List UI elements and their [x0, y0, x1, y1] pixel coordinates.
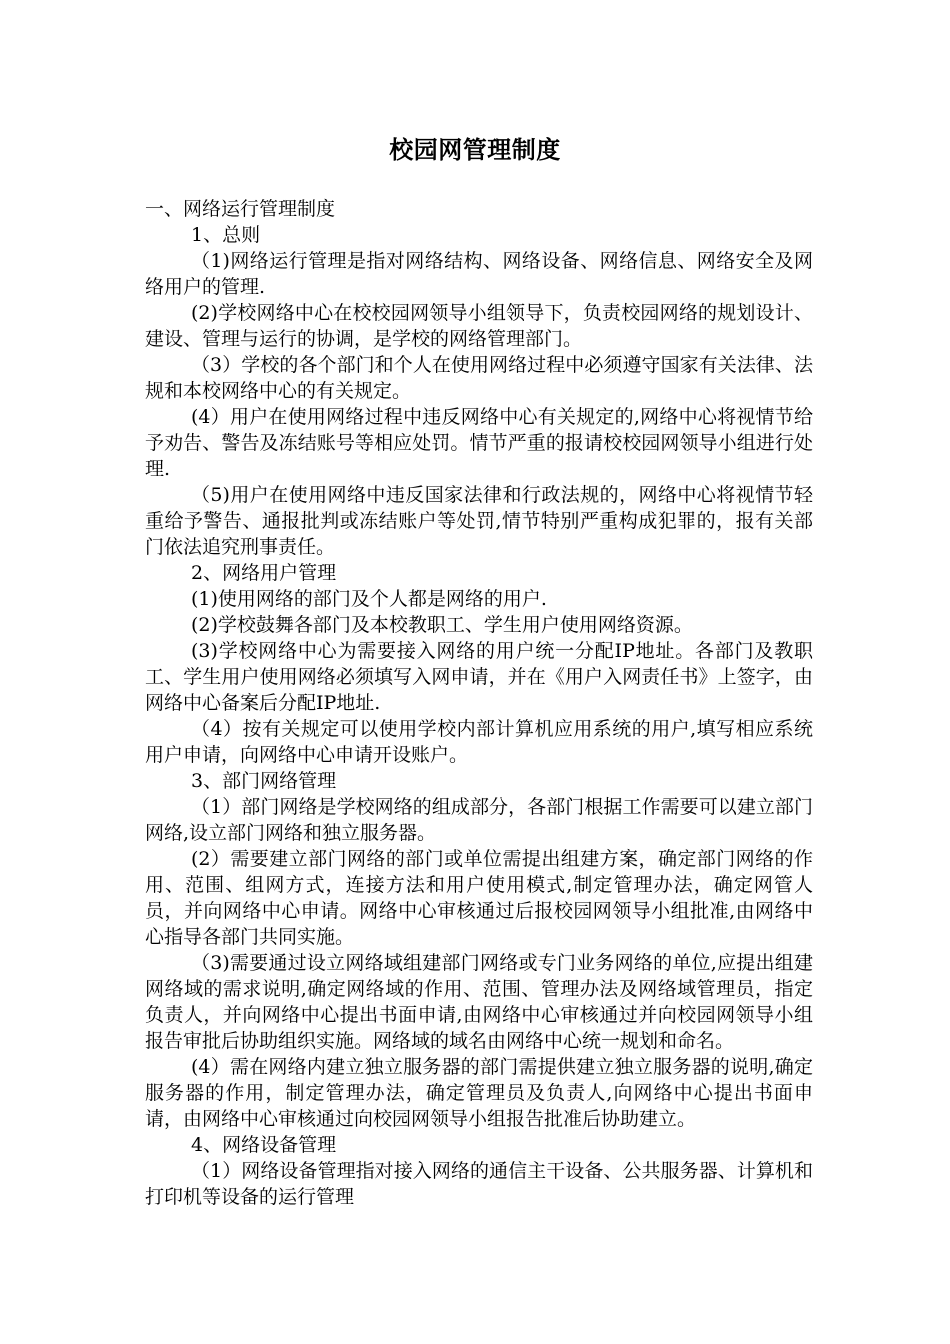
subsection-heading: 2、网络用户管理	[191, 562, 337, 584]
subsection-heading: 4、网络设备管理	[191, 1134, 337, 1156]
paragraph: （3)需要通过设立网络域组建部门网络或专门业务网络的单位,应提出组建网络域的需求说明,确定网络域的作用、范围、管理办法及网络域管理员，指定负责人，并向网络中心提出书面申请,由网络中心审核通过并向校园网领导小组报告审批后协助组织实施。网络域的域名由网络中心统一规划和命名。	[145, 952, 813, 1052]
subsection-heading: 3、部门网络管理	[191, 770, 337, 792]
subsection-heading: 1、总则	[191, 224, 261, 246]
paragraph: （5)用户在使用网络中违反国家法律和行政法规的，网络中心将视情节轻重给予警告、通报批判或冻结账户等处罚,情节特别严重构成犯罪的，报有关部门依法追究刑事责任。	[145, 484, 813, 558]
paragraph: (2)学校鼓舞各部门及本校教职工、学生用户使用网络资源。	[191, 614, 693, 636]
paragraph: （4）按有关规定可以使用学校内部计算机应用系统的用户,填写相应系统用户申请，向网络中心申请开设账户。	[145, 718, 813, 766]
paragraph: （1）网络设备管理指对接入网络的通信主干设备、公共服务器、计算机和打印机等设备的运行管理	[145, 1160, 813, 1208]
document-title: 校园网管理制度	[389, 136, 561, 164]
paragraph: (4）用户在使用网络过程中违反网络中心有关规定的,网络中心将视情节给予劝告、警告及冻结账号等相应处罚。情节严重的报请校校园网领导小组进行处理.	[145, 406, 813, 480]
paragraph: (3)学校网络中心为需要接入网络的用户统一分配IP地址。各部门及教职工、学生用户使用网络必须填写入网申请，并在《用户入网责任书》上签字，由网络中心备案后分配IP地址.	[145, 640, 813, 714]
paragraph: (4）需在网络内建立独立服务器的部门需提供建立独立服务器的说明,确定服务器的作用，制定管理办法，确定管理员及负责人,向网络中心提出书面申请，由网络中心审核通过向校园网领导小组报告批准后协助建立。	[145, 1056, 813, 1130]
section-heading: 一、网络运行管理制度	[145, 198, 336, 220]
paragraph: （1）部门网络是学校网络的组成部分，各部门根据工作需要可以建立部门网络,设立部门网络和独立服务器。	[145, 796, 813, 844]
paragraph: （3）学校的各个部门和个人在使用网络过程中必须遵守国家有关法律、法规和本校网络中心的有关规定。	[145, 354, 813, 402]
paragraph: (2）需要建立部门网络的部门或单位需提出组建方案，确定部门网络的作用、范围、组网方式，连接方法和用户使用模式,制定管理办法，确定网管人员，并向网络中心申请。网络中心审核通过后报校园网领导小组批准,由网络中心指导各部门共同实施。	[145, 848, 813, 948]
paragraph: （1)网络运行管理是指对网络结构、网络设备、网络信息、网络安全及网络用户的管理.	[145, 250, 813, 298]
document-body	[145, 196, 813, 1210]
paragraph: (2)学校网络中心在校校园网领导小组领导下，负责校园网络的规划设计、建设、管理与运行的协调，是学校的网络管理部门。	[145, 302, 813, 350]
paragraph: (1)使用网络的部门及个人都是网络的用户.	[191, 588, 547, 610]
